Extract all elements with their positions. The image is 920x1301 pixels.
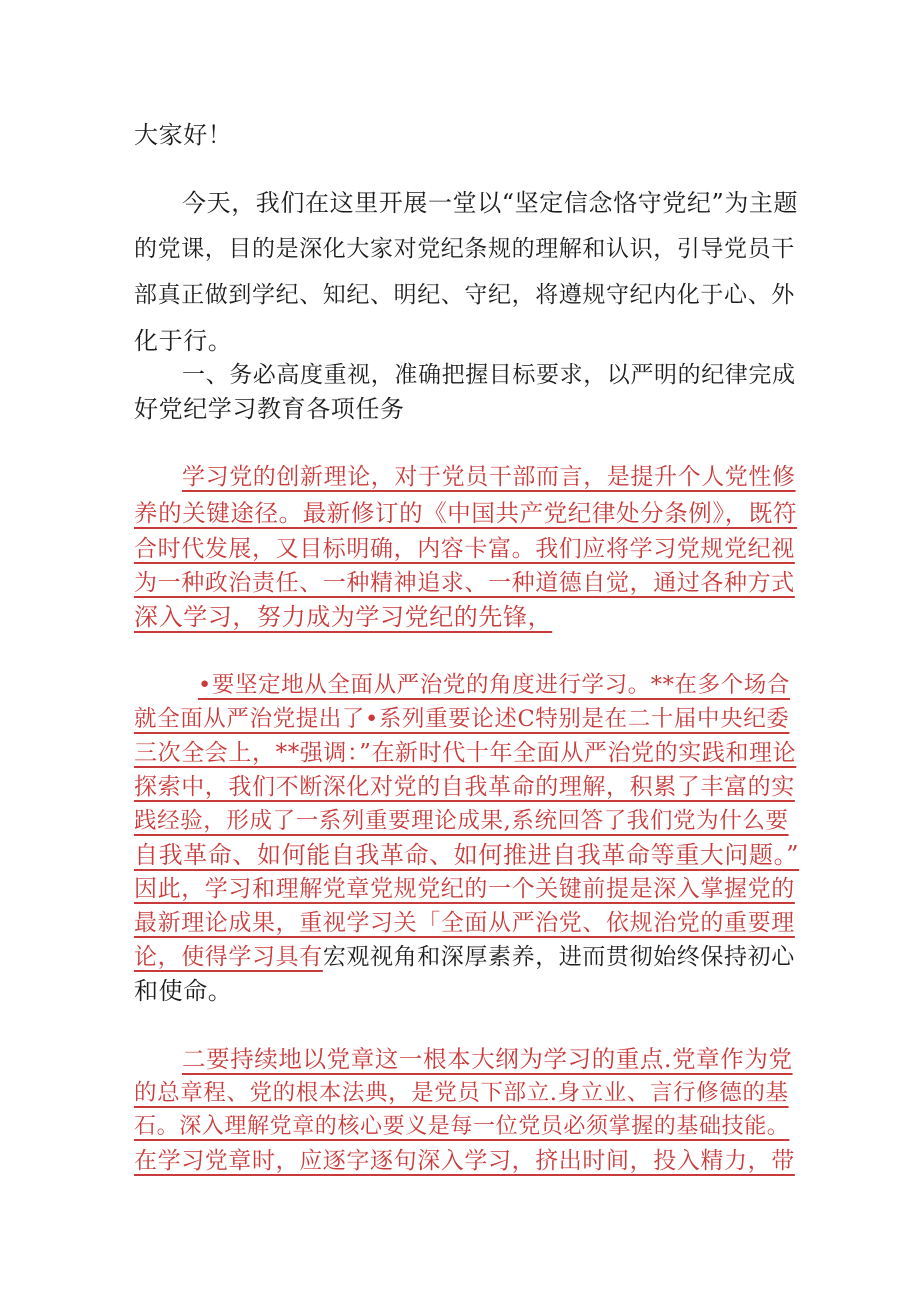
intro-line: 今天，我们在这里开展一堂以“坚定信念恪守党纪”为主题 bbox=[182, 189, 799, 217]
section-heading-line: 好党纪学习教育各项任务 bbox=[134, 395, 405, 423]
annotated-line: 三次全会上，**强调：”在新时代十年全面从严治党的实践和理论 bbox=[134, 740, 797, 766]
annotated-line: 的总章程、党的根本法典，是党员下部立.身立业、言行修德的基 bbox=[134, 1080, 789, 1106]
annotated-line: •要坚定地从全面从严治党的角度进行学习。**在多个场合 bbox=[198, 672, 790, 698]
annotated-line: 最新理论成果，重视学习关「全面从严治党、依规治党的重要理 bbox=[134, 910, 795, 936]
annotated-line: 践经验，形成了一系列重要理论成果,系统回答了我们党为什么要 bbox=[134, 808, 789, 834]
intro-line: 部真正做到学纪、知纪、明纪、守纪，将遵规守纪内化于心、外 bbox=[134, 282, 795, 308]
annotated-line: 二要持续地以党章这一根本大纲为学习的重点.党章作为党 bbox=[182, 1045, 793, 1073]
section-heading-line: 一、务必高度重视，准确把握目标要求，以严明的纪律完成 bbox=[182, 362, 796, 388]
annotated-line: 石。深入理解党章的核心要义是每一位党员必须掌握的基础技能。 bbox=[134, 1114, 790, 1139]
annotated-line: 深入学习，努力成为学习党纪的先锋， bbox=[134, 603, 553, 631]
plain-span: 宏观视角和深厚素养，进而贯彻始终保持初心 bbox=[322, 944, 795, 970]
annotated-line: 学习党的创新理论，对于党员干部而言，是提升个人党性修 bbox=[182, 464, 796, 490]
annotated-line: 探索中，我们不断深化对党的自我革命的理解，积累了丰富的实 bbox=[134, 774, 795, 800]
greeting: 大家好！ bbox=[134, 121, 233, 149]
intro-line: 的党课，目的是深化大家对党纪条规的理解和认识，引导党员干 bbox=[134, 236, 795, 262]
paragraph-end-line: 和使命。 bbox=[134, 977, 233, 1005]
intro-line: 化于行。 bbox=[134, 327, 233, 355]
annotated-line: 因此，学习和理解党章党规党纪的一个关键前提是深入掌握党的 bbox=[134, 876, 795, 902]
annotated-line: 合时代发展，又目标明确，内容卡富。我们应将学习党规党纪视 bbox=[134, 536, 795, 562]
annotated-line: 自我革命、如何能自我革命、如何推进自我革命等重大问题。” bbox=[134, 841, 800, 869]
annotated-span: 论，使得学习具有 bbox=[134, 944, 323, 970]
annotated-line: 在学习党章时，应逐字逐句深入学习，挤出时间，投入精力，带 bbox=[134, 1148, 795, 1174]
mixed-line bbox=[134, 939, 795, 975]
annotated-line: 为一种政治责任、一种精神追求、一种道德自觉，通过各种方式 bbox=[134, 570, 795, 596]
annotated-line: 就全面从严治党提出了•系列重要论述C特别是在二十届中央纪委 bbox=[134, 706, 790, 732]
annotated-line: 养的关键途径。最新修订的《中国共产党纪律处分条例》，既符 bbox=[134, 499, 798, 527]
